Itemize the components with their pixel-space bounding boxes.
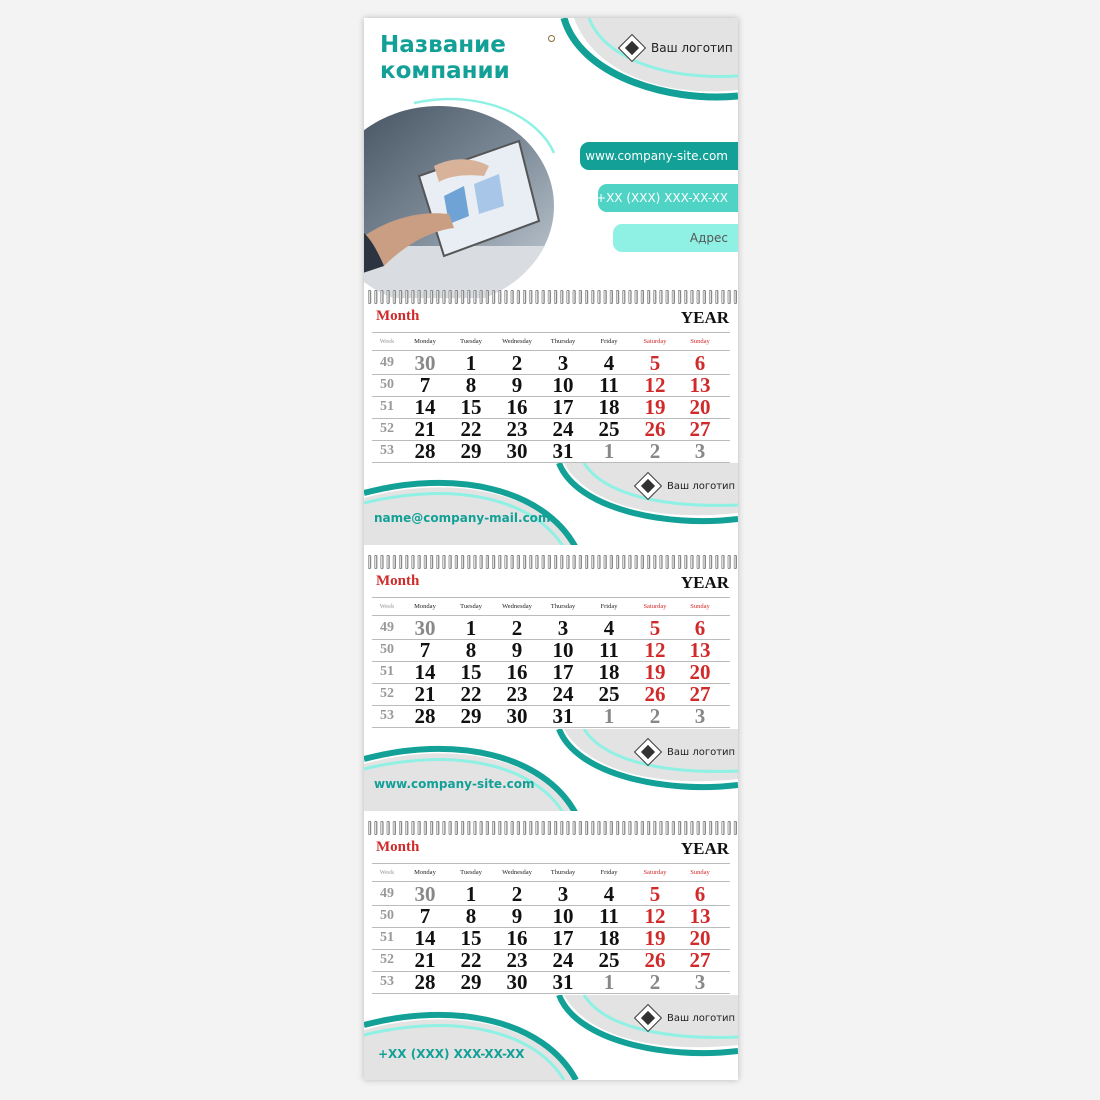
band-logo: [638, 1008, 735, 1028]
week-number: 49: [380, 886, 394, 901]
day-cell: 31: [552, 970, 574, 994]
day-cell: 9: [511, 373, 523, 397]
day-cell: 18: [598, 395, 620, 419]
day-cell: 18: [598, 926, 620, 950]
day-cell: 18: [598, 660, 620, 684]
day-cell: 13: [689, 638, 711, 662]
week-row: [372, 971, 730, 994]
day-cell: 30: [414, 882, 436, 906]
wall-calendar: [364, 18, 738, 1080]
weekday-label: Thursday: [550, 338, 576, 345]
weekday-label: Tuesday: [460, 869, 482, 876]
week-number: 52: [380, 421, 394, 436]
day-cell: 1: [603, 439, 615, 463]
day-cell: 12: [644, 638, 666, 662]
weekday-label: Saturday: [643, 603, 667, 610]
day-cell: 25: [598, 948, 620, 972]
hang-hole: [548, 35, 555, 42]
day-cell: 24: [552, 682, 574, 706]
day-cell: 8: [465, 904, 477, 928]
day-cell: 8: [465, 373, 477, 397]
day-cell: 6: [694, 882, 706, 906]
year-label: YEAR: [680, 839, 729, 858]
day-cell: 9: [511, 638, 523, 662]
year-label: YEAR: [680, 308, 729, 327]
day-cell: 22: [460, 682, 482, 706]
day-cell: 11: [599, 904, 619, 928]
website-pill: www.company-site.com: [580, 142, 738, 170]
day-cell: 21: [414, 948, 436, 972]
day-cell: 26: [644, 948, 666, 972]
weekday-label: Wednesday: [502, 603, 532, 610]
day-cell: 14: [414, 395, 436, 419]
day-cell: 22: [460, 948, 482, 972]
day-cell: 30: [506, 439, 528, 463]
band-contact-text: +XX (XXX) XXX-XX-XX: [378, 1047, 525, 1061]
weekday-label: Sunday: [690, 603, 710, 610]
weekday-label: Monday: [414, 603, 436, 610]
day-cell: 10: [552, 373, 574, 397]
day-cell: 17: [552, 926, 574, 950]
week-number: 50: [380, 377, 394, 392]
logo-text: Ваш логотип: [667, 746, 736, 758]
week-row: [372, 418, 730, 441]
weekday-row: [372, 338, 730, 351]
day-cell: 28: [414, 970, 436, 994]
day-cell: 5: [649, 616, 661, 640]
day-cell: 7: [419, 638, 431, 662]
day-cell: 28: [414, 439, 436, 463]
day-cell: 11: [599, 373, 619, 397]
calendar-header: [364, 18, 738, 298]
day-cell: 19: [644, 926, 666, 950]
header-divider: [372, 597, 730, 598]
weekday-label: Wednesday: [502, 869, 532, 876]
weekday-label: Sunday: [690, 338, 710, 345]
day-cell: 21: [414, 682, 436, 706]
logo-diamond-icon: [634, 1004, 662, 1032]
weekday-label: Sunday: [690, 869, 710, 876]
day-cell: 30: [506, 704, 528, 728]
day-cell: 8: [465, 638, 477, 662]
month-label: Month: [376, 839, 420, 855]
week-row: [372, 374, 730, 397]
band-contact-text: www.company-site.com: [374, 777, 535, 791]
day-cell: 15: [460, 395, 482, 419]
month-label: Month: [376, 573, 420, 589]
day-cell: 3: [557, 882, 569, 906]
weekday-row: [372, 869, 730, 882]
week-row: [372, 617, 730, 640]
advert-band-2: [364, 729, 738, 811]
week-number: 52: [380, 686, 394, 701]
day-cell: 29: [460, 704, 482, 728]
weekday-label: Monday: [414, 869, 436, 876]
day-cell: 4: [603, 351, 615, 375]
company-name-line2: компании: [380, 58, 510, 84]
day-cell: 2: [649, 970, 661, 994]
day-cell: 27: [689, 417, 711, 441]
day-cell: 22: [460, 417, 482, 441]
week-row: [372, 883, 730, 906]
week-row: [372, 661, 730, 684]
day-cell: 26: [644, 417, 666, 441]
day-cell: 20: [689, 395, 711, 419]
day-cell: 6: [694, 616, 706, 640]
weekday-label: Thursday: [550, 603, 576, 610]
day-cell: 13: [689, 904, 711, 928]
day-cell: 23: [506, 682, 528, 706]
spiral-binding: [364, 819, 738, 841]
spiral-binding: [364, 553, 738, 575]
day-cell: 15: [460, 660, 482, 684]
company-name-line1: Название: [380, 32, 506, 58]
week-number: 51: [380, 664, 394, 679]
weekday-label: Week: [379, 338, 395, 345]
weekday-label: Monday: [414, 338, 436, 345]
weekday-label: Week: [379, 869, 395, 876]
header-divider: [372, 332, 730, 333]
day-cell: 10: [552, 904, 574, 928]
week-row: [372, 352, 730, 375]
week-number: 50: [380, 908, 394, 923]
day-cell: 1: [465, 882, 477, 906]
day-cell: 11: [599, 638, 619, 662]
weekday-label: Friday: [600, 603, 618, 610]
day-cell: 2: [511, 351, 523, 375]
month-grid-2: [364, 573, 738, 728]
logo-text: Ваш логотип: [667, 480, 736, 492]
week-row: [372, 639, 730, 662]
day-cell: 25: [598, 682, 620, 706]
day-cell: 1: [603, 970, 615, 994]
day-cell: 5: [649, 882, 661, 906]
week-number: 50: [380, 642, 394, 657]
day-cell: 2: [511, 616, 523, 640]
year-label: YEAR: [680, 573, 729, 592]
day-cell: 16: [506, 395, 528, 419]
day-cell: 3: [557, 351, 569, 375]
day-cell: 30: [506, 970, 528, 994]
weekday-row: [372, 603, 730, 616]
day-cell: 2: [649, 439, 661, 463]
month-grid-3: [364, 839, 738, 994]
week-number: 49: [380, 355, 394, 370]
day-cell: 20: [689, 660, 711, 684]
day-cell: 5: [649, 351, 661, 375]
weekday-label: Saturday: [643, 869, 667, 876]
day-cell: 24: [552, 948, 574, 972]
weekday-label: Thursday: [550, 869, 576, 876]
day-cell: 1: [465, 351, 477, 375]
day-cell: 6: [694, 351, 706, 375]
advert-band-3: [364, 995, 738, 1080]
day-cell: 16: [506, 926, 528, 950]
day-cell: 17: [552, 395, 574, 419]
day-cell: 24: [552, 417, 574, 441]
logo-text: Ваш логотип: [667, 1012, 736, 1024]
day-cell: 19: [644, 660, 666, 684]
week-number: 53: [380, 443, 394, 458]
day-cell: 15: [460, 926, 482, 950]
logo-diamond-icon: [634, 472, 662, 500]
advert-band-1: [364, 463, 738, 545]
day-cell: 20: [689, 926, 711, 950]
week-row: [372, 949, 730, 972]
month-label: Month: [376, 308, 420, 324]
phone-pill: +XX (XXX) XXX-XX-XX: [598, 184, 738, 212]
day-cell: 26: [644, 682, 666, 706]
day-cell: 14: [414, 660, 436, 684]
weekday-label: Wednesday: [502, 338, 532, 345]
week-row: [372, 905, 730, 928]
day-cell: 4: [603, 882, 615, 906]
day-cell: 27: [689, 948, 711, 972]
day-cell: 3: [694, 704, 706, 728]
day-cell: 31: [552, 704, 574, 728]
week-number: 52: [380, 952, 394, 967]
day-cell: 29: [460, 439, 482, 463]
day-cell: 21: [414, 417, 436, 441]
day-cell: 10: [552, 638, 574, 662]
day-cell: 23: [506, 417, 528, 441]
day-cell: 27: [689, 682, 711, 706]
day-cell: 13: [689, 373, 711, 397]
day-cell: 7: [419, 373, 431, 397]
band-logo: [638, 742, 735, 762]
day-cell: 25: [598, 417, 620, 441]
day-cell: 1: [603, 704, 615, 728]
logo-diamond-icon: [634, 738, 662, 766]
day-cell: 30: [414, 616, 436, 640]
week-row: [372, 440, 730, 463]
day-cell: 12: [644, 904, 666, 928]
day-cell: 12: [644, 373, 666, 397]
week-row: [372, 683, 730, 706]
band-logo: [638, 476, 735, 496]
week-row: [372, 705, 730, 728]
day-cell: 17: [552, 660, 574, 684]
header-logo: [622, 38, 733, 58]
day-cell: 30: [414, 351, 436, 375]
day-cell: 16: [506, 660, 528, 684]
spiral-binding: [364, 288, 738, 310]
week-number: 51: [380, 930, 394, 945]
day-cell: 9: [511, 904, 523, 928]
day-cell: 23: [506, 948, 528, 972]
day-cell: 4: [603, 616, 615, 640]
weekday-label: Week: [379, 603, 395, 610]
weekday-label: Friday: [600, 869, 618, 876]
address-pill: Адрес: [613, 224, 738, 252]
week-row: [372, 927, 730, 950]
day-cell: 7: [419, 904, 431, 928]
week-number: 49: [380, 620, 394, 635]
logo-text: Ваш логотип: [651, 41, 733, 55]
week-number: 53: [380, 974, 394, 989]
weekday-label: Saturday: [643, 338, 667, 345]
day-cell: 29: [460, 970, 482, 994]
week-number: 51: [380, 399, 394, 414]
day-cell: 14: [414, 926, 436, 950]
day-cell: 31: [552, 439, 574, 463]
weekday-label: Tuesday: [460, 603, 482, 610]
weekday-label: Friday: [600, 338, 618, 345]
day-cell: 3: [557, 616, 569, 640]
day-cell: 1: [465, 616, 477, 640]
company-name: [380, 32, 510, 84]
day-cell: 2: [649, 704, 661, 728]
band-contact-text: name@company-mail.com: [374, 511, 551, 525]
day-cell: 2: [511, 882, 523, 906]
week-row: [372, 396, 730, 419]
header-divider: [372, 863, 730, 864]
week-number: 53: [380, 708, 394, 723]
day-cell: 28: [414, 704, 436, 728]
weekday-label: Tuesday: [460, 338, 482, 345]
month-grid-1: [364, 308, 738, 463]
day-cell: 3: [694, 970, 706, 994]
day-cell: 19: [644, 395, 666, 419]
day-cell: 3: [694, 439, 706, 463]
logo-diamond-icon: [618, 34, 646, 62]
